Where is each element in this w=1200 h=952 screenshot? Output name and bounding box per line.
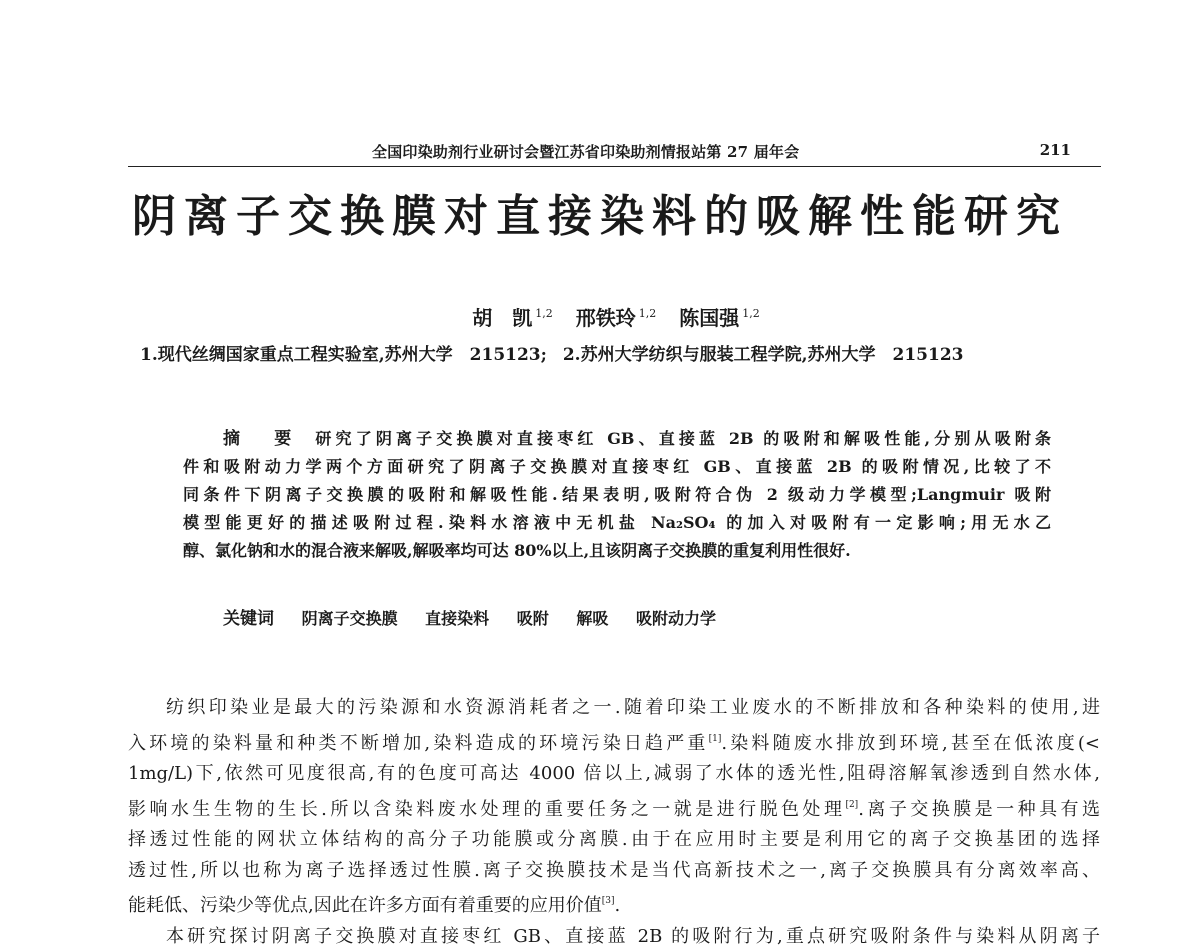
- body-text-run: 影响水生生物的生长.所以含染料废水处理的重要任务之一就是进行脱色处理: [128, 798, 846, 820]
- body-line: [128, 724, 1100, 760]
- keywords-label: 关键词: [223, 609, 274, 629]
- author-list: [0, 302, 1200, 331]
- keyword: 直接染料: [425, 609, 490, 628]
- abstract-line: 模型能更好的描述吸附过程.染料水溶液中无机盐 Na₂SO₄ 的加入对吸附有一定影响;用无水乙: [183, 513, 1051, 532]
- author: [576, 306, 657, 330]
- abstract-line: [183, 425, 1051, 453]
- body-line: [128, 886, 1100, 922]
- affiliations: [140, 340, 1100, 365]
- body-line: 本研究探讨阴离子交换膜对直接枣红 GB、直接蓝 2B 的吸附行为,重点研究吸附条件与染料从阴离子: [166, 925, 1100, 947]
- body-text-run: .离子交换膜是一种具有选: [858, 798, 1100, 820]
- author-name: 陈国强: [679, 306, 740, 330]
- abstract: [183, 425, 1051, 565]
- citation: [3]: [601, 896, 615, 906]
- abstract-line: 醇、氯化钠和水的混合液来解吸,解吸率均可达 80%以上,且该阴离子交换膜的重复利用性很好.: [183, 541, 851, 560]
- body-line: [128, 790, 1100, 826]
- abstract-line: 件和吸附动力学两个方面研究了阴离子交换膜对直接枣红 GB、直接蓝 2B 的吸附情况,比较了不: [183, 457, 1051, 476]
- keyword: 吸附: [516, 609, 549, 628]
- keyword: 阴离子交换膜: [301, 609, 398, 628]
- running-header: [128, 140, 1101, 167]
- body-text-run: .染料随废水排放到环境,甚至在低浓度(<: [721, 732, 1100, 754]
- abstract-text: 研究了阴离子交换膜对直接枣红 GB、直接蓝 2B 的吸附和解吸性能,分别从吸附条: [315, 429, 1051, 448]
- author: [679, 306, 760, 330]
- abstract-label: 摘 要: [223, 429, 306, 449]
- affiliation: 2.苏州大学纺织与服装工程学院,苏州大学 215123: [562, 345, 964, 365]
- body-line: 透过性,所以也称为离子选择透过性膜.离子交换膜技术是当代高新技术之一,离子交换膜具有分离效率高、: [128, 859, 1100, 881]
- body-line: 1mg/L)下,依然可见度很高,有的色度可高达 4000 倍以上,减弱了水体的透光性,阻碍溶解氧渗透到自然水体,: [128, 763, 1100, 784]
- author-affiliation-mark: 1,2: [742, 307, 760, 320]
- page-number: 211: [1039, 141, 1071, 159]
- author-name: 胡 凯: [472, 306, 533, 330]
- paper-title: 阴离子交换膜对直接染料的吸解性能研究: [132, 191, 1068, 242]
- body-line: 择透过性能的网状立体结构的高分子功能膜或分离膜.由于在应用时主要是利用它的离子交换基团的选择: [128, 829, 1100, 850]
- author-affiliation-mark: 1,2: [535, 307, 553, 320]
- citation: [2]: [845, 799, 859, 810]
- conference-name: 全国印染助剂行业研讨会暨江苏省印染助剂情报站第 27 届年会: [372, 143, 800, 161]
- keyword: 吸附动力学: [635, 609, 716, 628]
- keyword: 解吸: [576, 609, 609, 628]
- abstract-line: 同条件下阴离子交换膜的吸附和解吸性能.结果表明,吸附符合伪 2 级动力学模型;Langmuir 吸附: [183, 485, 1051, 504]
- body-line: 纺织印染业是最大的污染源和水资源消耗者之一.随着印染工业废水的不断排放和各种染料的使用,进: [166, 697, 1100, 718]
- body-text: [128, 693, 1100, 952]
- keywords: [223, 604, 738, 629]
- body-text-run: 入环境的染料量和种类不断增加,染料造成的环境污染日趋严重: [128, 732, 709, 754]
- body-text-run: 能耗低、污染少等优点,因此在许多方面有着重要的应用价值: [128, 895, 602, 916]
- body-text-run: .: [614, 895, 621, 916]
- author: [472, 306, 553, 330]
- author-name: 邢铁玲: [575, 306, 636, 330]
- affiliation: 1.现代丝绸国家重点工程实验室,苏州大学 215123;: [140, 345, 547, 365]
- citation: [1]: [708, 733, 722, 744]
- author-affiliation-mark: 1,2: [638, 307, 657, 320]
